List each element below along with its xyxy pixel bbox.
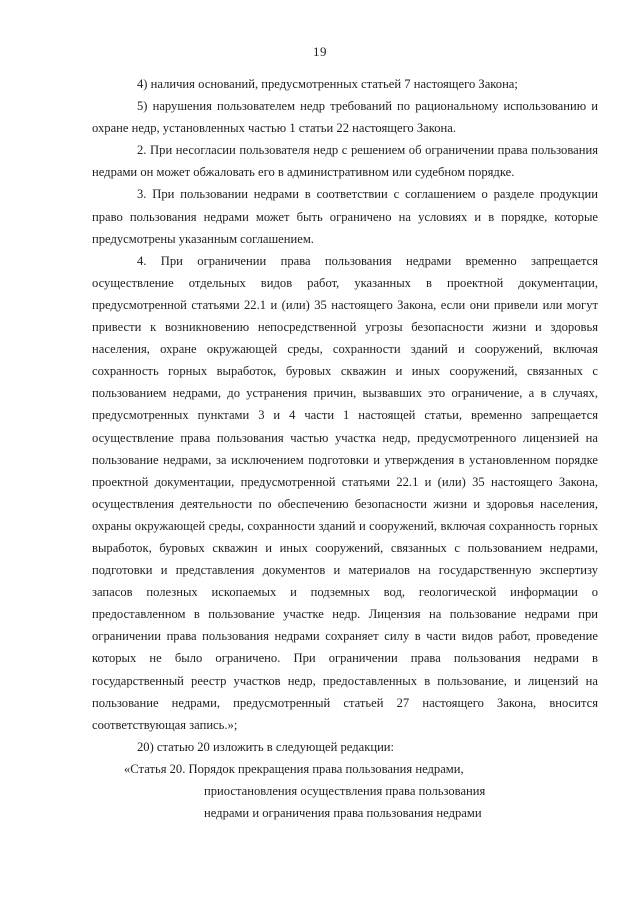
article-heading-line-2: приостановления осуществления права пользования — [204, 784, 486, 798]
paragraph-clause-2: 2. При несогласии пользователя недр с решением об ограничении права пользования недрами он может обжаловать его в административном или судебном порядке. — [92, 143, 598, 180]
article-heading — [92, 758, 598, 824]
article-heading-line-3: недрами и ограничения права пользования недрами — [204, 806, 482, 821]
paragraph-item-20: 20) статью 20 изложить в следующей редакции: — [137, 739, 395, 754]
article-heading-line-1: «Статья 20. Порядок прекращения права пользования недрами, — [124, 761, 464, 776]
document-body — [92, 73, 598, 824]
paragraph-clause-3: 3. При пользовании недрами в соответствии с соглашением о разделе продукции право пользования недрами может быть ограничено на условиях и в порядке, которые предусмотрены указанным соглашением. — [92, 187, 598, 246]
paragraph-item-5: 5) нарушения пользователем недр требований по рациональному использованию и охране недр, установленных частью 1 статьи 22 настоящего Закона. — [92, 99, 598, 136]
page-number: 19 — [313, 44, 327, 59]
paragraph-clause-4: 4. При ограничении права пользования недрами временно запрещается осуществление отдельных видов работ, указанных в проектной документации, предусмотренной статьями 22.1 и (или) 35 настоящего Закона, если они привели или могут привести к возникновению непосредственной угрозы безопасности жизни и здоровья населения, охране окружающей среды, сохранности зданий и сооружений, включая сохранность горных выработок, буровых скважин и иных сооружений, связанных с пользованием недрами, до устранения причин, вызвавших это ограничение, а в случаях, предусмотренных пунктами 3 и 4 части 1 настоящей статьи, временно запрещается осуществление права пользования частью участка недр, предусмотренного лицензией на пользование недрами, за исключением подготовки и утверждения в установленном порядке проектной документации, предусмотренной статьями 22.1 и (или) 35 настоящего Закона, осуществления деятельности по обеспечению безопасности жизни и здоровья населения, охраны окружающей среды, сохранности зданий и сооружений, включая сохранность горных выработок, буровых скважин и иных сооружений, связанных с пользованием недрами, подготовки и представления документов и материалов на государственную экспертизу запасов полезных ископаемых и подземных вод, геологической информации о предоставленном в пользование участке недр. Лицензия на пользование недрами при ограничении права пользования недрами сохраняет силу в части видов работ, проведение которых не было ограничено. При ограничении права пользования недрами в государственный реестр участков недр, предоставленных в пользование, и лицензий на пользование недрами, предусмотренный статьей 27 настоящего Закона, вносится соответствующая запись.»; — [92, 253, 598, 732]
paragraph-item-4: 4) наличия оснований, предусмотренных статьей 7 настоящего Закона; — [137, 77, 518, 91]
